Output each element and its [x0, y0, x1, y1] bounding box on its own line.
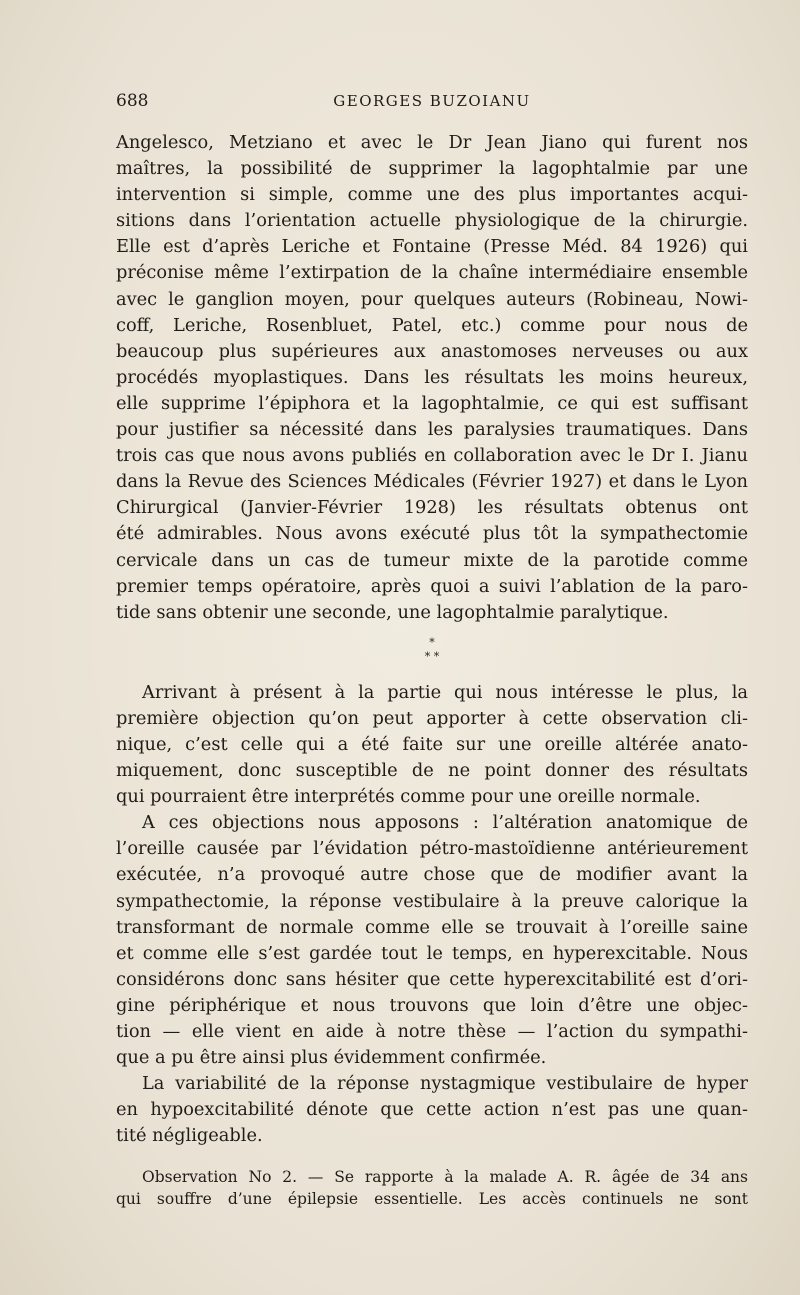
text-line: que a pu être ainsi plus évidemment confirmée.	[116, 1047, 547, 1069]
text-line: elle supprime l’épiphora et la lagophtalmie, ce qui est suffisant	[116, 392, 748, 414]
text-line: exécutée, n’a provoqué autre chose que de modifier avant la	[116, 864, 748, 886]
text-line: dans la Revue des Sciences Médicales (Février 1927) et dans le Lyon	[116, 471, 748, 493]
text-line: cervicale dans un cas de tumeur mixte de la parotide comme	[116, 549, 748, 571]
text-line: trois cas que nous avons publiés en collaboration avec le Dr I. Jianu	[116, 445, 748, 467]
text-line: premier temps opératoire, après quoi a suivi l’ablation de la paro-	[116, 575, 748, 597]
text-line: qui pourraient être interprétés comme pour une oreille normale.	[116, 786, 701, 808]
text-line: A ces objections nous apposons : l’altération anatomique de	[142, 812, 748, 834]
text-line: sympathectomie, la réponse vestibulaire à la preuve calorique la	[116, 890, 748, 912]
text-line: sitions dans l’orientation actuelle physiologique de la chirurgie.	[116, 210, 748, 232]
text-line: été admirables. Nous avons exécuté plus tôt la sympathectomie	[116, 523, 748, 545]
text-line: Elle est d’après Leriche et Fontaine (Presse Méd. 84 1926) qui	[116, 236, 748, 258]
text-line: considérons donc sans hésiter que cette hyperexcitabilité est d’ori-	[116, 968, 748, 990]
text-line: Angelesco, Metziano et avec le Dr Jean Jiano qui furent nos	[116, 132, 748, 153]
text-line: pour justifier sa nécessité dans les paralysies traumatiques. Dans	[116, 419, 748, 441]
asterism-bottom: * *	[424, 649, 440, 663]
text-line: coff, Leriche, Rosenbluet, Patel, etc.) comme pour nous de	[116, 314, 748, 336]
text-line: tité négligeable.	[116, 1125, 263, 1147]
text-line: transformant de normale comme elle se trouvait à l’oreille saine	[116, 916, 748, 938]
text-line: tide sans obtenir une seconde, une lagophtalmie paralytique.	[116, 601, 669, 623]
paragraph-objection	[116, 680, 748, 810]
text-line: première objection qu’on peut apporter à cette observation cli-	[116, 707, 748, 729]
note-line: qui souffre d’une épilepsie essentielle. Les accès continuels ne sont	[116, 1190, 748, 1208]
running-title: GEORGES BUZOIANU	[333, 92, 531, 110]
page-header	[116, 88, 748, 114]
text-line: préconise même l’extirpation de la chaîne intermédiaire ensemble	[116, 262, 748, 284]
text-line: La variabilité de la réponse nystagmique vestibulaire de hyper	[142, 1073, 748, 1095]
text-line: en hypoexcitabilité dénote que cette action n’est pas une quan-	[116, 1099, 748, 1121]
paragraph-variability	[116, 1071, 748, 1149]
text-line: avec le ganglion moyen, pour quelques auteurs (Robineau, Nowi-	[116, 288, 748, 310]
text-line: tion — elle vient en aide à notre thèse — l’action du sympathi-	[116, 1021, 748, 1042]
text-line: l’oreille causée par l’évidation pétro-mastoïdienne antérieurement	[116, 838, 748, 860]
asterism-top: *	[429, 635, 435, 649]
text-line: Arrivant à présent à la partie qui nous intéresse le plus, la	[142, 681, 748, 703]
text-line: maîtres, la possibilité de supprimer la lagophtalmie par une	[116, 158, 748, 180]
text-line: miquement, donc susceptible de ne point donner des résultats	[116, 760, 748, 782]
text-line: et comme elle s’est gardée tout le temps, en hyperexcitable. Nous	[116, 942, 748, 964]
paragraph-sympathectomy-results	[116, 130, 748, 626]
observation-note	[116, 1166, 748, 1210]
body-text	[116, 130, 748, 1149]
paragraph-reply	[116, 810, 748, 1071]
text-line: gine périphérique et nous trouvons que loin d’être une objec-	[116, 994, 748, 1016]
text-line: Chirurgical (Janvier-Février 1928) les résultats obtenus ont	[116, 497, 748, 519]
text-line: beaucoup plus supérieures aux anastomoses nerveuses ou aux	[116, 340, 748, 362]
page-number: 688	[116, 91, 149, 111]
note-line: Observation No 2. — Se rapporte à la malade A. R. âgée de 34 ans	[142, 1168, 748, 1186]
text-line: procédés myoplastiques. Dans les résultats les moins heureux,	[116, 366, 748, 388]
section-break	[116, 626, 748, 680]
text-line: nique, c’est celle qui a été faite sur une oreille altérée anato-	[116, 733, 748, 755]
text-line: intervention si simple, comme une des plus importantes acqui-	[116, 184, 748, 206]
